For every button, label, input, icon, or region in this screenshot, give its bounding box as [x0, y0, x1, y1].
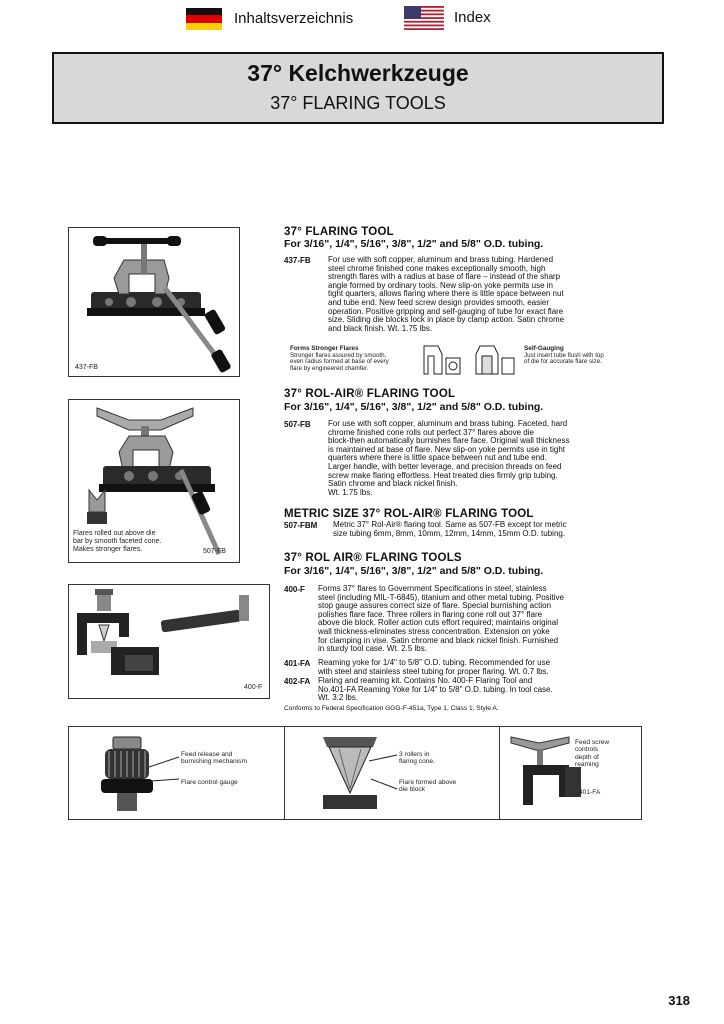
desc-line: wall thickness-eliminates stress concentration. Extension on yoke	[318, 626, 550, 636]
panel-caption	[181, 751, 247, 766]
product-subtitle: For 3/16", 1/4", 5/16", 3/8", 1/2" and 5/8" O.D. tubing.	[284, 238, 544, 250]
desc-line: Satin chrome and black nickel finish.	[328, 479, 458, 489]
desc-line: For use with soft copper, aluminum and brass tubing. Hardened	[328, 255, 554, 264]
inhaltsverzeichnis-link[interactable]: Inhaltsverzeichnis	[234, 10, 354, 27]
callout-line: Stronger flares assured by smooth,	[290, 351, 387, 359]
callout-line: Just insert tube flush with top	[524, 351, 604, 359]
rol-air-400f-illustration	[69, 585, 269, 698]
desc-line: For use with soft copper, aluminum and brass tubing. Faceted, hard	[328, 419, 568, 428]
panel-divider	[284, 727, 285, 819]
desc-line: tight quarters, allows flaring where there is little space between nut	[328, 289, 564, 299]
figure-label: 437-FB	[75, 364, 98, 371]
panel-divider	[499, 727, 500, 819]
page-number: 318	[668, 993, 690, 1008]
desc-line: Flaring and reaming kit. Contains No. 400-F Flaring Tool and	[318, 676, 533, 685]
product-subtitle: For 3/16", 1/4", 5/16", 3/8", 1/2" and 5/8" O.D. tubing.	[284, 401, 544, 413]
callout-title: Forms Stronger Flares	[290, 345, 359, 352]
panel-label: 401-FA	[579, 789, 601, 796]
product-code: 437-FB	[284, 256, 311, 265]
product-code: 400-F	[284, 585, 305, 594]
product-title: METRIC SIZE 37° ROL-AIR® FLARING TOOL	[284, 508, 534, 520]
caption-line: depth of	[575, 753, 599, 761]
desc-line: Forms 37° flares to Government Specifications in steel, stainless	[318, 584, 547, 593]
figure-437-fb	[68, 227, 240, 377]
caption-line: flaring cone.	[399, 758, 435, 766]
desc-line: Wt. 3.2 lbs.	[318, 693, 359, 703]
callout-stronger-flares	[290, 346, 389, 372]
desc-line: screw make flaring effortless. Heat treated dies firmly grip tubing.	[328, 470, 558, 480]
page-title: 37° Kelchwerkzeuge	[247, 60, 469, 86]
german-flag-icon[interactable]	[186, 8, 222, 30]
callout-line: flare by engineered chamfer.	[290, 364, 369, 372]
product-description	[318, 677, 553, 703]
caption-line: bar by smooth faceted cone.	[73, 538, 162, 545]
figure-507-fb	[68, 399, 240, 563]
caption-line: burnishing mechanism	[181, 758, 247, 766]
product-subtitle: For 3/16", 1/4", 5/16", 3/8", 1/2" and 5/8" O.D. tubing.	[284, 565, 544, 577]
arrow-icon	[145, 755, 181, 785]
callout-self-gauging	[524, 346, 604, 366]
desc-line: size tubing 6mm, 8mm, 10mm, 12mm, 14mm, 15mm O.D. tubing.	[333, 528, 566, 538]
desc-line: chrome finished cone rolls out perfect 37° flares above die	[328, 427, 534, 437]
desc-line: Reaming yoke for 1/4" to 5/8" O.D. tubing. Recommended for use	[318, 658, 551, 667]
flare-detail-icon	[420, 344, 516, 378]
desc-line: operation. Positive gripping and self-gauging of tube for exact flare	[328, 306, 564, 316]
panel-caption	[181, 779, 238, 786]
desc-line: size. Sliding die blocks lock in place by clamp action. Satin chrome	[328, 315, 565, 325]
caption-line: reaming	[575, 761, 599, 769]
desc-line: polishes flare face. Three rollers in flaring cone roll out 37° flare	[318, 609, 543, 619]
index-link[interactable]: Index	[454, 9, 491, 26]
page-subtitle: 37° FLARING TOOLS	[270, 93, 446, 113]
caption-line: Feed release and	[181, 751, 233, 758]
desc-line: steel (including MIL-T-6845), titanium and other metal tubing. Positive	[318, 592, 564, 602]
panel-caption	[399, 751, 435, 766]
desc-line: strength flares with a radius at base of flare – instead of the sharp	[328, 272, 561, 282]
desc-line: for clamping in vise. Satin chrome and black nickel finish. Furnished	[318, 635, 559, 645]
desc-line: is maintained at base of flare. New slip-on yoke permits use in tight	[328, 444, 566, 454]
caption-line: Flare formed above	[399, 779, 457, 786]
desc-line: quarters where there is little space between nut and tube end.	[328, 453, 547, 463]
desc-line: Larger handle, with better leverage, and precision threads on feed	[328, 461, 562, 471]
product-title: 37° ROL-AIR® FLARING TOOL	[284, 388, 456, 400]
product-description	[328, 256, 564, 333]
caption-line: Flares rolled out above die	[73, 530, 156, 537]
desc-line: with steel and stainless steel tubing for proper flaring. Wt. 0.7 lbs.	[318, 666, 549, 676]
desc-line: No.401-FA Reaming Yoke for 1/4" to 5/8" O.D. tubing. In tool case.	[318, 684, 553, 694]
detail-strip	[68, 726, 642, 820]
panel-caption	[575, 739, 609, 769]
caption-line: Flare control gauge	[181, 779, 238, 786]
product-title: 37° ROL AIR® FLARING TOOLS	[284, 552, 462, 564]
product-description	[318, 585, 564, 654]
callout-line: of die for accurate flare size.	[524, 358, 602, 366]
panel-caption	[399, 779, 456, 794]
arrow-icon	[365, 749, 399, 793]
desc-line: Wt. 1.75 lbs.	[328, 487, 373, 497]
callout-line: even radius formed at base of every	[290, 358, 389, 366]
us-flag-icon[interactable]	[404, 6, 444, 30]
desc-line: above die block. Roller action cuts effort required; maintains original	[318, 618, 558, 628]
figure-caption	[73, 530, 161, 554]
product-title: 37° FLARING TOOL	[284, 226, 394, 238]
desc-line: and tube end. New feed screw design provides smooth, easier	[328, 297, 550, 307]
product-code: 507-FB	[284, 420, 311, 429]
caption-line: controls	[575, 746, 599, 754]
caption-line: Feed screw	[575, 739, 610, 746]
caption-line: 3 rollers in	[399, 751, 430, 758]
desc-line: steel chrome finished cone makes exceptionally smooth, high	[328, 263, 546, 273]
product-description	[328, 420, 569, 497]
page-header	[52, 52, 664, 124]
desc-line: block-then automatically burnishes flare face. Original wall thickness	[328, 436, 570, 446]
caption-line: die block	[399, 786, 426, 794]
conformance-note: Conforms to Federal Specification GGG-F-451a, Type 1, Class 1, Style A.	[284, 705, 499, 712]
callout-title: Self-Gauging	[524, 345, 564, 352]
product-description	[318, 659, 550, 676]
desc-line: angle formed by ordinary tools. New slip-on yoke permits use in	[328, 280, 553, 290]
desc-line: stop gauge assures correct size of flare. Special burnishing action	[318, 601, 552, 611]
product-code: 401-FA	[284, 659, 311, 668]
figure-label: 400-F	[244, 684, 263, 691]
caption-line: Makes stronger flares.	[73, 546, 143, 553]
desc-line: Metric 37° Rol-Air® flaring tool. Same as 507-FB except tor metric	[333, 520, 567, 529]
product-description	[333, 521, 567, 538]
product-code: 402-FA	[284, 677, 311, 686]
desc-line: in sturdy tool case. Wt. 2.5 lbs.	[318, 644, 427, 654]
flaring-tool-illustration	[69, 228, 239, 376]
desc-line: and black finish. Wt. 1.75 lbs.	[328, 323, 433, 333]
figure-label: 507-FB	[203, 548, 226, 555]
figure-400-f	[68, 584, 270, 699]
product-code: 507-FBM	[284, 521, 318, 530]
